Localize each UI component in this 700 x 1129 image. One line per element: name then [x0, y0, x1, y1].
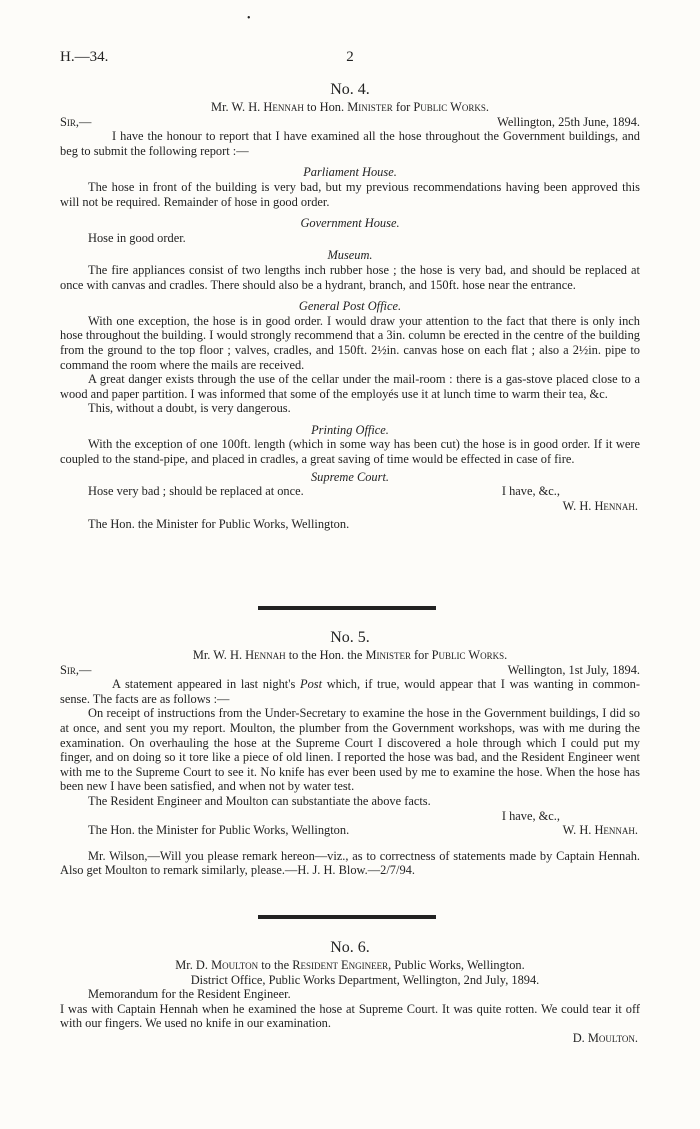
paragraph: With one exception, the hose is in good order. I would draw your attention to the fact that there is only inch hose throughout the building. I would strongly recommend that a 3in. column be erected in the centre of the building from the ground to the top floor ; valves, cradles, and 150ft. 2½in. canvas hose on each flat ; also a 2½in. pipe to command the room where the mails are received. — [60, 313, 640, 372]
letter-no-5 — [60, 628, 640, 878]
divider-rule — [258, 915, 436, 919]
section-heading: Parliament House. — [303, 165, 397, 180]
closing-row — [60, 484, 640, 499]
letter-date: Wellington, 25th June, 1894. — [497, 114, 640, 129]
paragraph: The fire appliances consist of two lengths inch rubber hose ; the hose is very bad, and should be replaced at once with canvas and cradles. There should also be a hydrant, branch, and 150ft. hose near the entrance. — [60, 262, 640, 292]
minute: Mr. Wilson,—Will you please remark hereon—viz., as to correctness of statements made by Captain Hennah. Also get Moulton to remark similarly, please.—H. J. H. Blow.—2/7/94. — [60, 848, 640, 878]
salutation: Sir,— — [60, 662, 92, 677]
signature: W. H. Hennah. — [562, 498, 638, 513]
paragraph: This, without a doubt, is very dangerous. — [88, 401, 291, 416]
salutation-line — [60, 115, 640, 130]
letter-date: Wellington, 1st July, 1894. — [507, 662, 640, 677]
dateline: District Office, Public Works Department, Wellington, 2nd July, 1894. — [190, 972, 540, 987]
addressee-row — [60, 823, 640, 838]
salutation: Sir,— — [60, 114, 92, 129]
paragraph: With the exception of one 100ft. length (which in some way has been cut) the hose is in good order. If it were coupled to the stand-pipe, and placed in cradles, a great saving of time would be effected in case of fire. — [60, 437, 640, 467]
section-heading: General Post Office. — [298, 299, 402, 314]
addressee: The Hon. the Minister for Public Works, Wellington. — [88, 823, 350, 838]
section-heading: Supreme Court. — [310, 469, 389, 484]
intro-paragraph: I have the honour to report that I have examined all the hose throughout the Government buildings, and beg to submit the following report :— — [60, 129, 640, 158]
paragraph: Hose in good order. — [88, 230, 186, 245]
section-heading: Museum. — [327, 248, 373, 263]
letter-number: No. 4. — [330, 81, 370, 98]
section-heading: Government House. — [300, 216, 400, 231]
addressee: The Hon. the Minister for Public Works, Wellington. — [88, 517, 350, 532]
paragraph: Hose very bad ; should be replaced at once. — [88, 484, 304, 499]
memo-heading: Memorandum for the Resident Engineer. — [88, 987, 291, 1002]
closing: I have, &c., — [501, 808, 560, 823]
paragraph: On receipt of instructions from the Under-Secretary to examine the hose in the Government buildings, I did so at once, and sent you my report. Moulton, the plumber from the Government workshops, was with me during the examination. On overhauling the hose at the Supreme Court I discovered a hole through which I could put my finger, and on doing so it tore like a piece of old linen. I reported the hose was bad, and the Resident Engineer went with me to the Supreme Court to see it. No knife has ever been used by me to examine the hose. When the hose has been new I have been satisfied, and when not by water test. — [60, 706, 640, 794]
letter-no-4 — [60, 80, 640, 532]
signature: D. Moulton. — [572, 1030, 638, 1045]
document-reference: H.—34. — [60, 49, 109, 65]
letter-title: Mr. W. H. Hennah to Hon. Minister for Public Works. — [211, 100, 489, 114]
signature: W. H. Hennah. — [562, 823, 638, 838]
salutation-line — [60, 663, 640, 678]
paragraph: A statement appeared in last night's Post which, if true, would appear that I was wanting in common-sense. The facts are as follows :— — [60, 677, 640, 706]
letter-number: No. 5. — [330, 629, 370, 646]
paragraph: The hose in front of the building is very bad, but my previous recommendations having been approved this will not be required. Remainder of hose in good order. — [60, 179, 640, 209]
section-heading: Printing Office. — [311, 422, 389, 437]
letter-title: Mr. D. Moulton to the Resident Engineer, Public Works, Wellington. — [175, 958, 525, 972]
divider-rule — [258, 606, 436, 610]
page-number: 2 — [346, 49, 354, 65]
paragraph: I was with Captain Hennah when he examined the hose at Supreme Court. It was quite rotten. We could tear it off with our fingers. We used no knife in our examination. — [60, 1001, 640, 1031]
paragraph: The Resident Engineer and Moulton can substantiate the above facts. — [88, 793, 431, 808]
closing: I have, &c., — [501, 484, 560, 499]
paragraph: A great danger exists through the use of the cellar under the mail-room : there is a gas-stove placed close to a wood and paper partition. I was informed that some of the employés use it at lunch time to warm their tea, &c. — [60, 372, 640, 401]
print-speck: • — [247, 13, 251, 24]
letter-title: Mr. W. H. Hennah to the Hon. the Minister for Public Works. — [192, 648, 508, 662]
letter-number: No. 6. — [330, 939, 370, 956]
letter-no-6 — [60, 938, 640, 1046]
